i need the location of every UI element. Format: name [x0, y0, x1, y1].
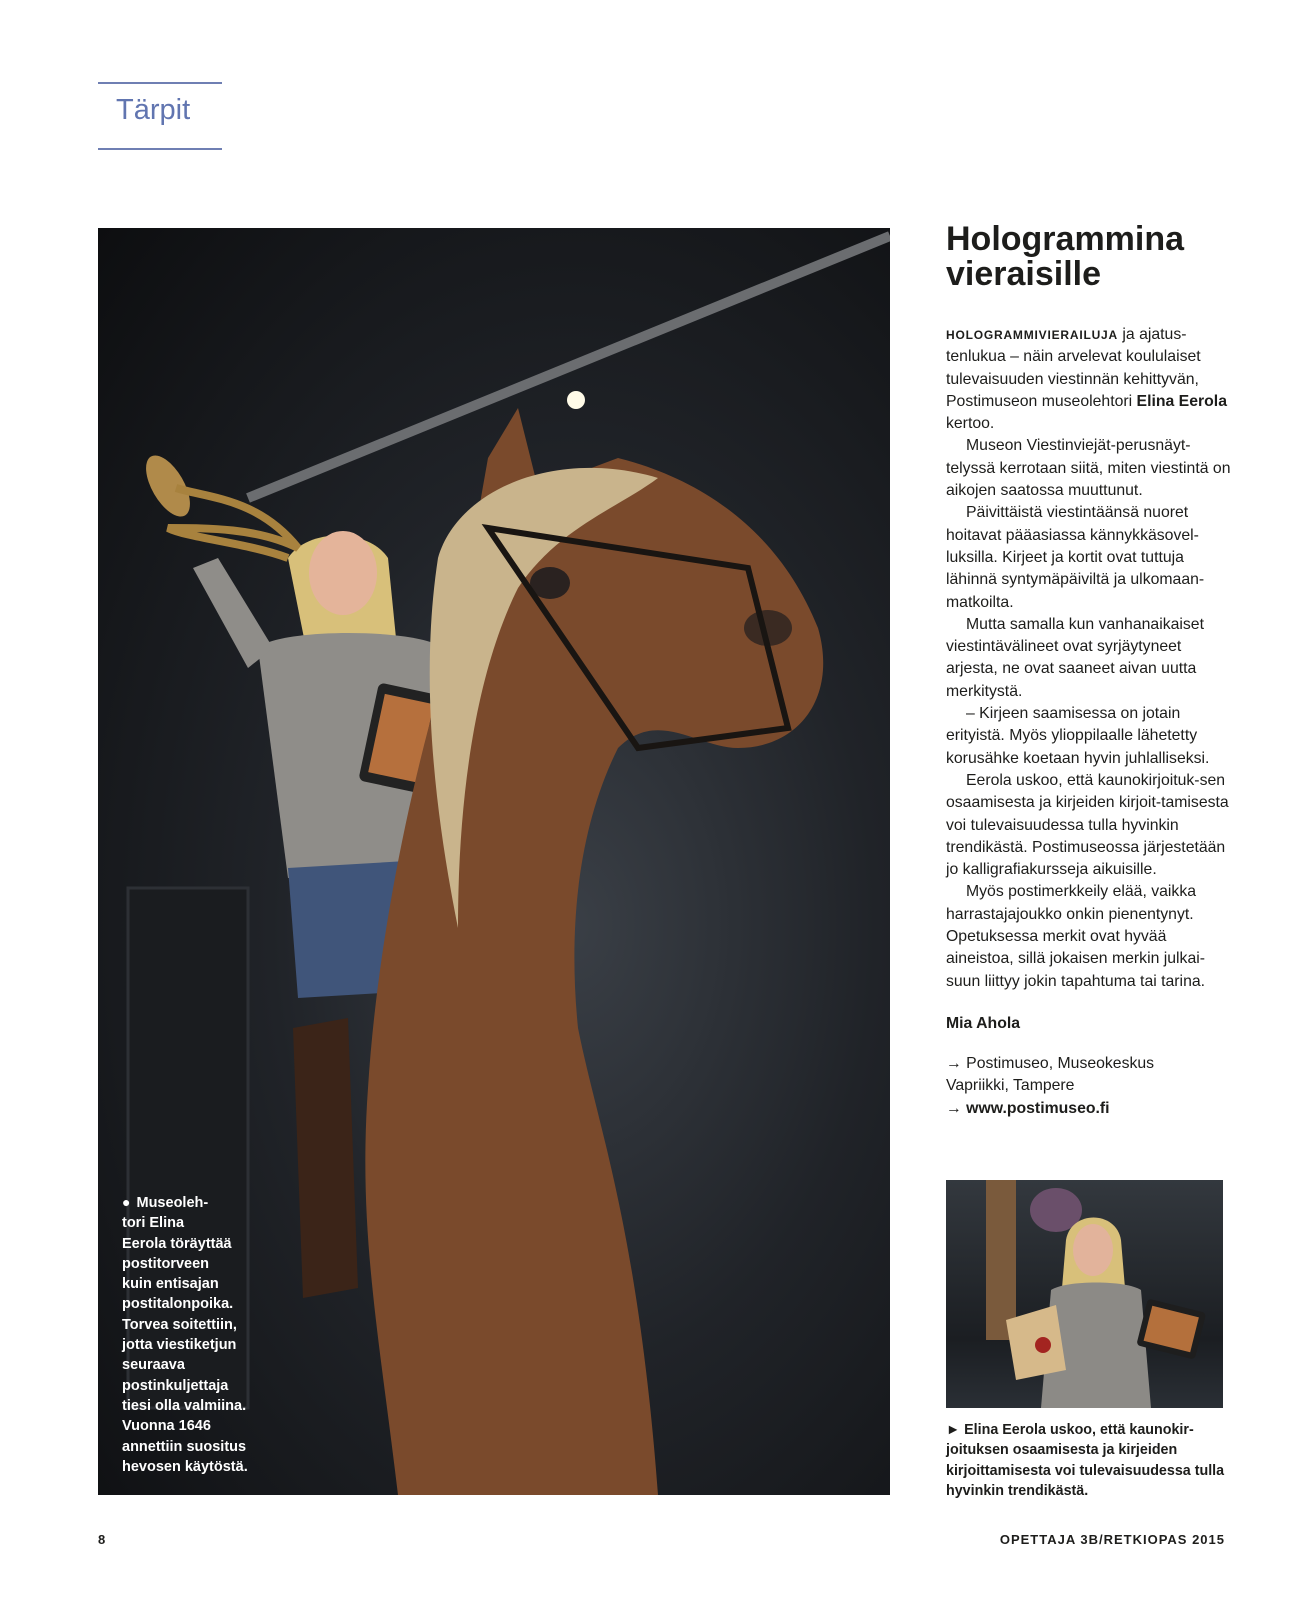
museum-website-link[interactable]: → www.postimuseo.fi	[946, 1099, 1110, 1117]
info-line-2: Vapriikki, Tampere	[946, 1077, 1075, 1095]
side-photo	[946, 1180, 1223, 1408]
article	[946, 222, 1231, 1120]
post-horn	[137, 449, 298, 558]
article-author: Mia Ahola	[946, 1014, 1021, 1032]
main-photo	[98, 228, 890, 1495]
spotlight	[567, 391, 585, 409]
lead-caps: HOLOGRAMMIVIERAILUJA	[946, 328, 1118, 342]
side-photo-caption: ► Elina Eerola uskoo, että kaunokir-joituksen osaamisesta ja kirjeiden kirjoittamisesta voi tulevaisuudessa tulla hyvinkin trendikästä.	[946, 1422, 1225, 1500]
museum-info	[946, 1053, 1231, 1120]
side-photo-illustration	[946, 1180, 1223, 1408]
section-tag-label: Tärpit	[116, 94, 191, 126]
body-paragraph: Museon Viestinviejät-perusnäyt-telyssä kerrotaan siitä, miten viestintä on aikojen saatossa muuttunut.	[946, 437, 1231, 500]
body-paragraph: Eerola uskoo, että kaunokirjoituk-sen osaamisesta ja kirjeiden kirjoit-tamisesta voi tulevaisuudessa tulla hyvinkin trendikästä. Postimuseossa järjestetään jo kalligrafiakursseja aikuisille.	[946, 771, 1229, 879]
info-line-1: → Postimuseo, Museokeskus	[946, 1054, 1155, 1072]
body-paragraph: Mutta samalla kun vanhanaikaiset viestintävälineet ovat syrjäytyneet arjesta, ne ovat saaneet aivan uutta merkitystä.	[946, 615, 1204, 700]
caption-bullet: ●	[122, 1194, 131, 1210]
body-paragraph: Myös postimerkkeily elää, vaikka harrastajajoukko onkin pienentynyt. Opetuksessa merkit ovat hyvää aineistoa, sillä jokaisen merkin julkai-suun liittyy jokin tapahtuma tai tarina.	[946, 883, 1206, 990]
body-paragraph: Päivittäistä viestintäänsä nuoret hoitavat pääasiassa kännykkäsovel-luksilla. Kirjeet ja kortit ovat tuttuja lähinnä syntymäpäiviltä ja ulkomaan-matkoilta.	[946, 504, 1205, 611]
lead-name: Elina Eerola	[1136, 392, 1227, 410]
ceiling-pipe	[248, 236, 890, 498]
toy-horse	[365, 408, 823, 1495]
section-tag	[98, 82, 222, 150]
article-headline: Hologrammina vieraisille	[946, 220, 1185, 293]
lead-text-1: ja ajatus-tenlukua – näin arvelevat koululaiset tulevaisuuden viestinnän kehittyvän, Postimuseon museolehtori	[946, 326, 1201, 410]
page-number: 8	[98, 1532, 106, 1547]
main-caption-text: Museoleh- tori Elina Eerola töräyttää postitorveen kuin entisajan postitalonpoika. Torvea soitettiin, jotta viestiketjun seuraava postinkuljettaja tiesi olla valmiina. Vuonna 1646 annettiin suositus hevosen käytöstä.	[122, 1195, 248, 1475]
main-photo-caption	[122, 1192, 272, 1477]
lead-text-2: kertoo.	[946, 415, 995, 433]
article-body	[946, 324, 1231, 993]
magazine-footer: OPETTAJA 3B/RETKIOPAS 2015	[999, 1532, 1225, 1547]
lead-paragraph	[946, 324, 1231, 435]
body-paragraph: – Kirjeen saamisessa on jotain erityistä. Myös ylioppilaalle lähetetty korusähke koetaan hyvin juhlalliseksi.	[946, 705, 1210, 767]
